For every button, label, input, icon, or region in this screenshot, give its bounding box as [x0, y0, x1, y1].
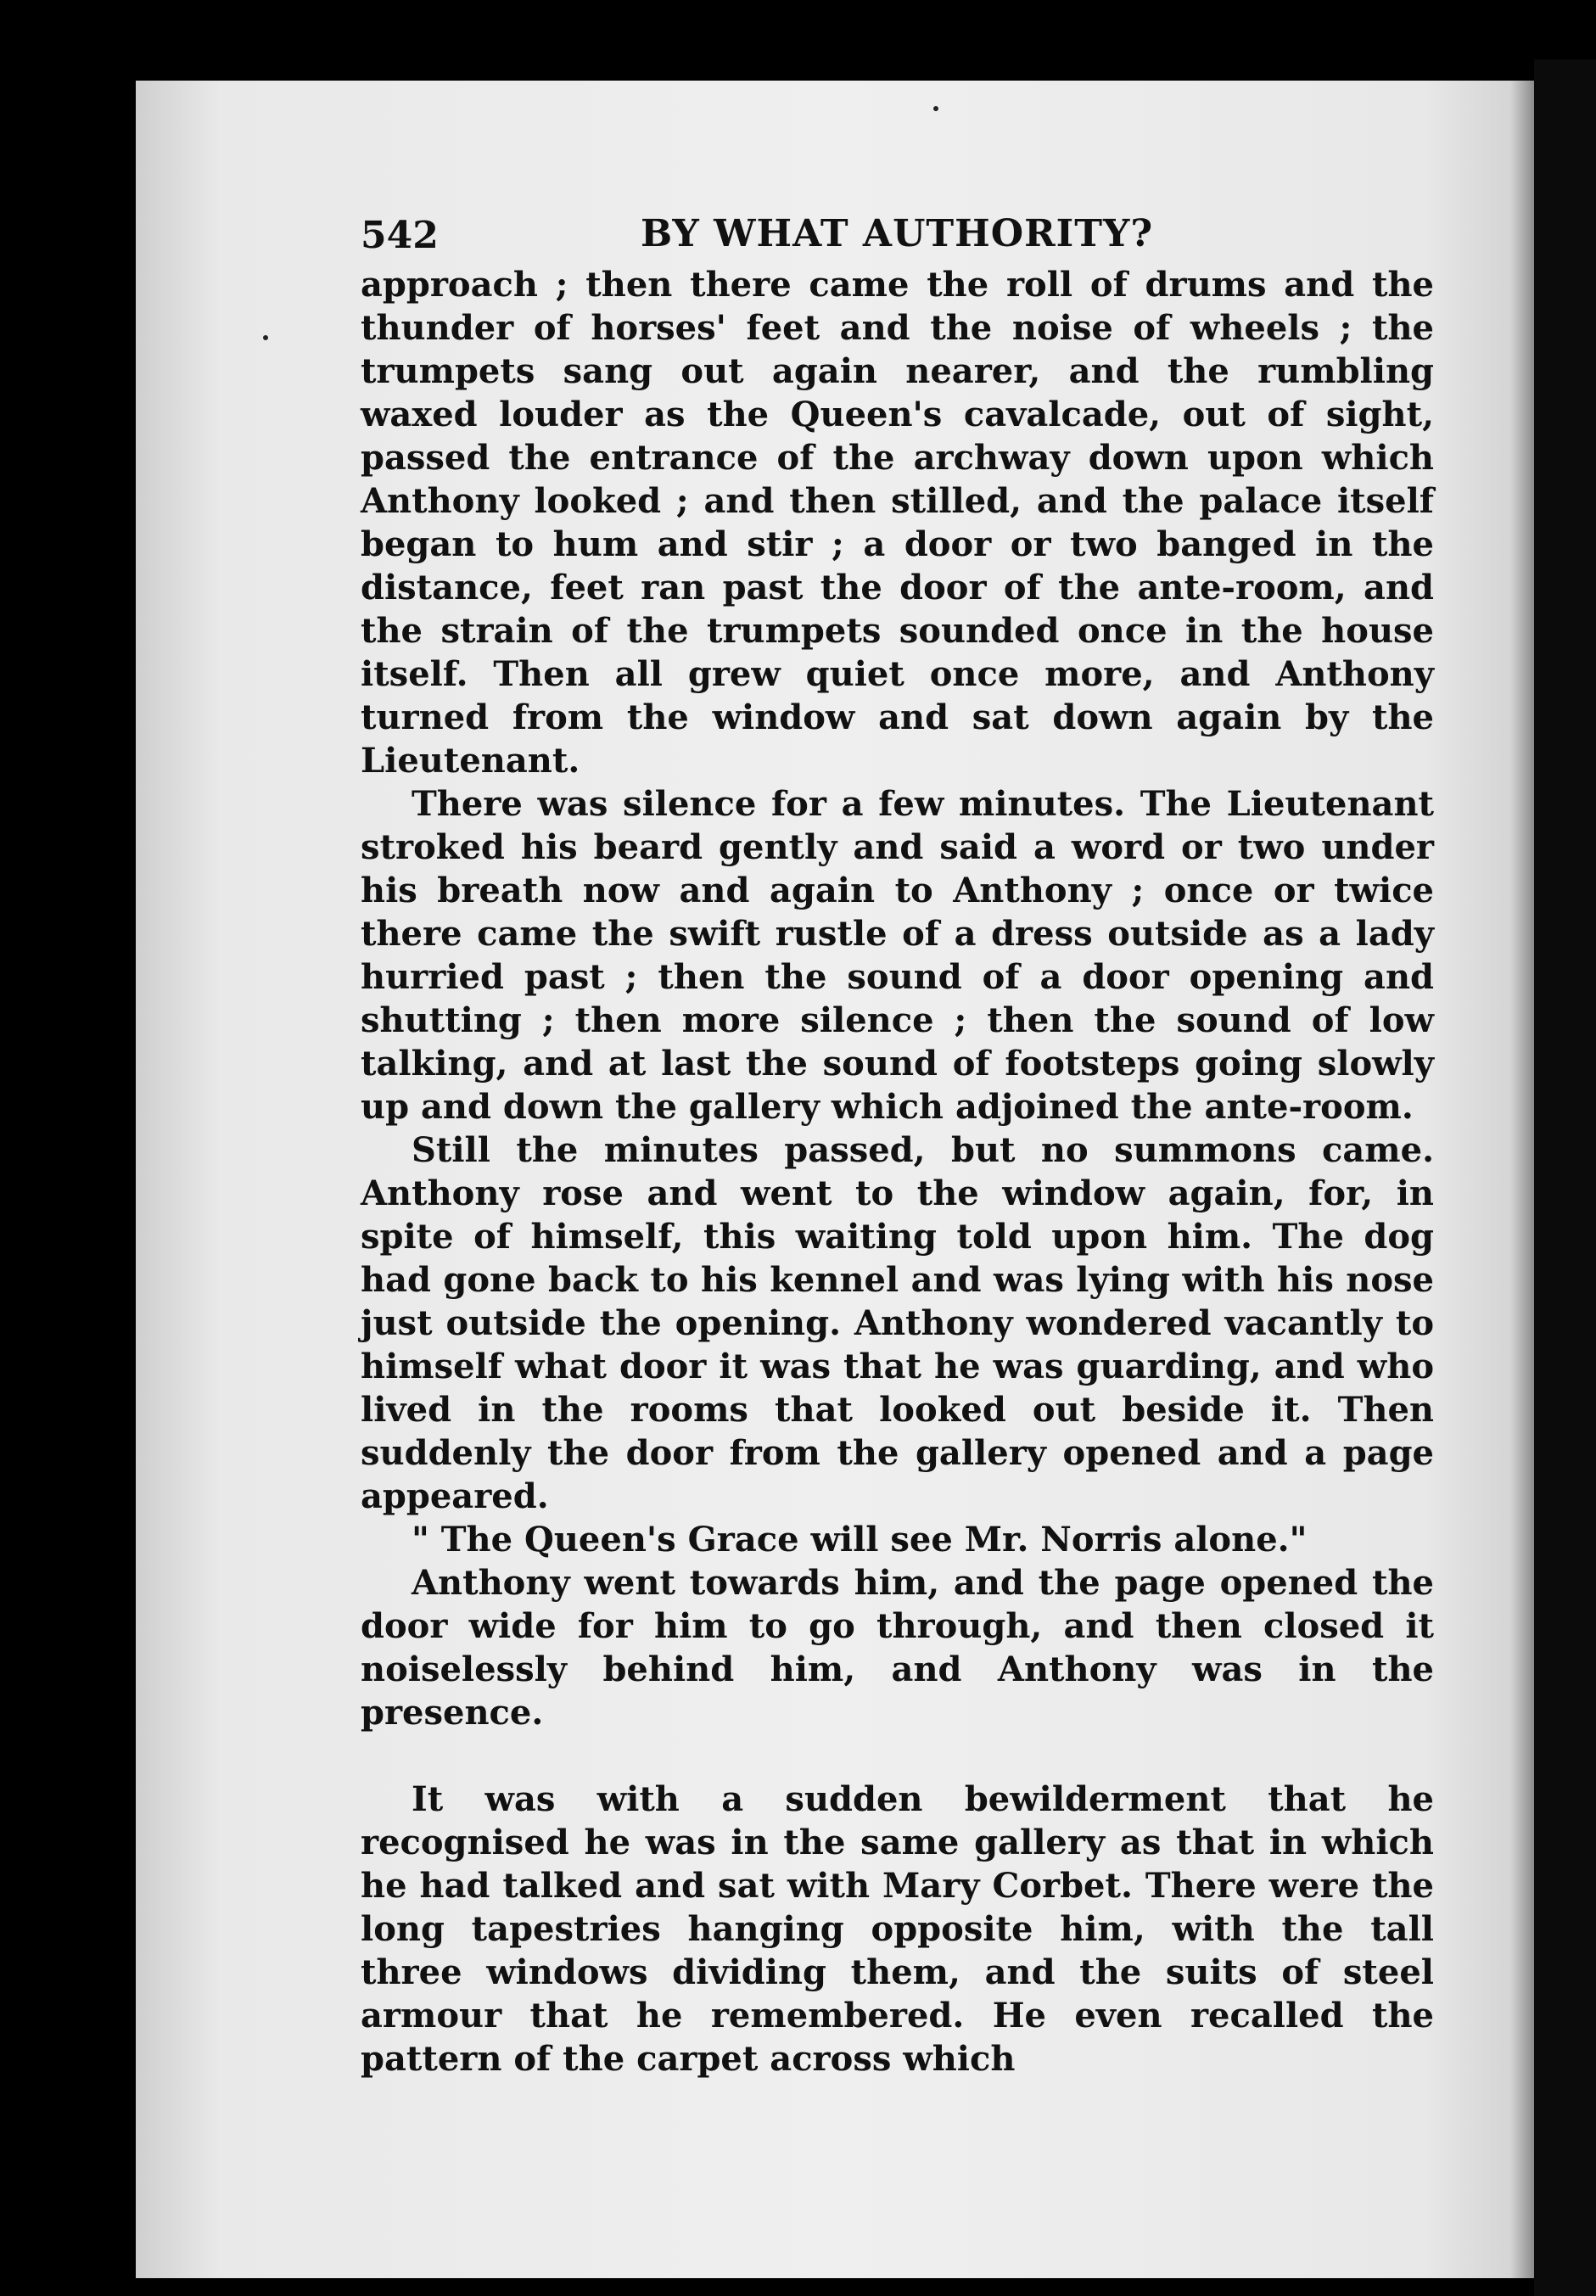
paragraph-1: approach ; then there came the roll of drums and the thunder of horses' feet and the noise of wheels ; the trumpets sang out again nearer, and the rumbling waxed louder as the Queen's cavalcade, out of sight, passed the entrance of the archway down upon which Anthony looked ; and then stilled, and the palace itself began to hum and stir ; a door or two banged in the distance, feet ran past the door of the ante-room, and the strain of the trumpets sounded once in the house itself. Then all grew quiet once more, and Anthony turned from the window and sat down again by the Lieutenant.	[361, 265, 1434, 781]
text-block	[361, 204, 1434, 2080]
paragraph-3: Still the minutes passed, but no summons came. Anthony rose and went to the window again, for, in spite of himself, this waiting told upon him. The dog had gone back to his kennel and was lying with his nose just outside the opening. Anthony wondered vacantly to himself what door it was that he was guarding, and who lived in the rooms that looked out beside it. Then suddenly the door from the gallery opened and a page appeared.	[361, 1130, 1434, 1516]
paragraph-5: It was with a sudden bewilderment that he recognised he was in the same gallery as that in which he had talked and sat with Mary Corbet. There were the long tapestries hanging opposite him, with the tall three windows dividing them, and the suits of steel armour that he remembered. He even recalled the pattern of the carpet across which	[361, 1779, 1434, 2079]
page-shadow	[1510, 81, 1536, 2278]
page-number: 542	[361, 214, 439, 257]
paragraph-2: There was silence for a few minutes. The Lieutenant stroked his beard gently and said a word or two under his breath now and again to Anthony ; once or twice there came the swift rustle of a dress outside as a lady hurried past ; then the sound of a door opening and shutting ; then more silence ; then the sound of low talking, and at last the sound of footsteps going slowly up and down the gallery which adjoined the ante-room.	[361, 784, 1434, 1127]
section-break	[361, 1734, 1434, 1778]
paragraph-4: Anthony went towards him, and the page opened the door wide for him to go through, and then closed it noiselessly behind him, and Anthony was in the presence.	[361, 1563, 1434, 1733]
page-header	[361, 204, 1434, 263]
scan-speck	[933, 106, 938, 111]
quoted-line: " The Queen's Grace will see Mr. Norris alone."	[412, 1520, 1308, 1560]
scan-speck	[263, 335, 268, 340]
running-title: BY WHAT AUTHORITY?	[641, 212, 1154, 255]
page-edge	[1534, 59, 1596, 2296]
